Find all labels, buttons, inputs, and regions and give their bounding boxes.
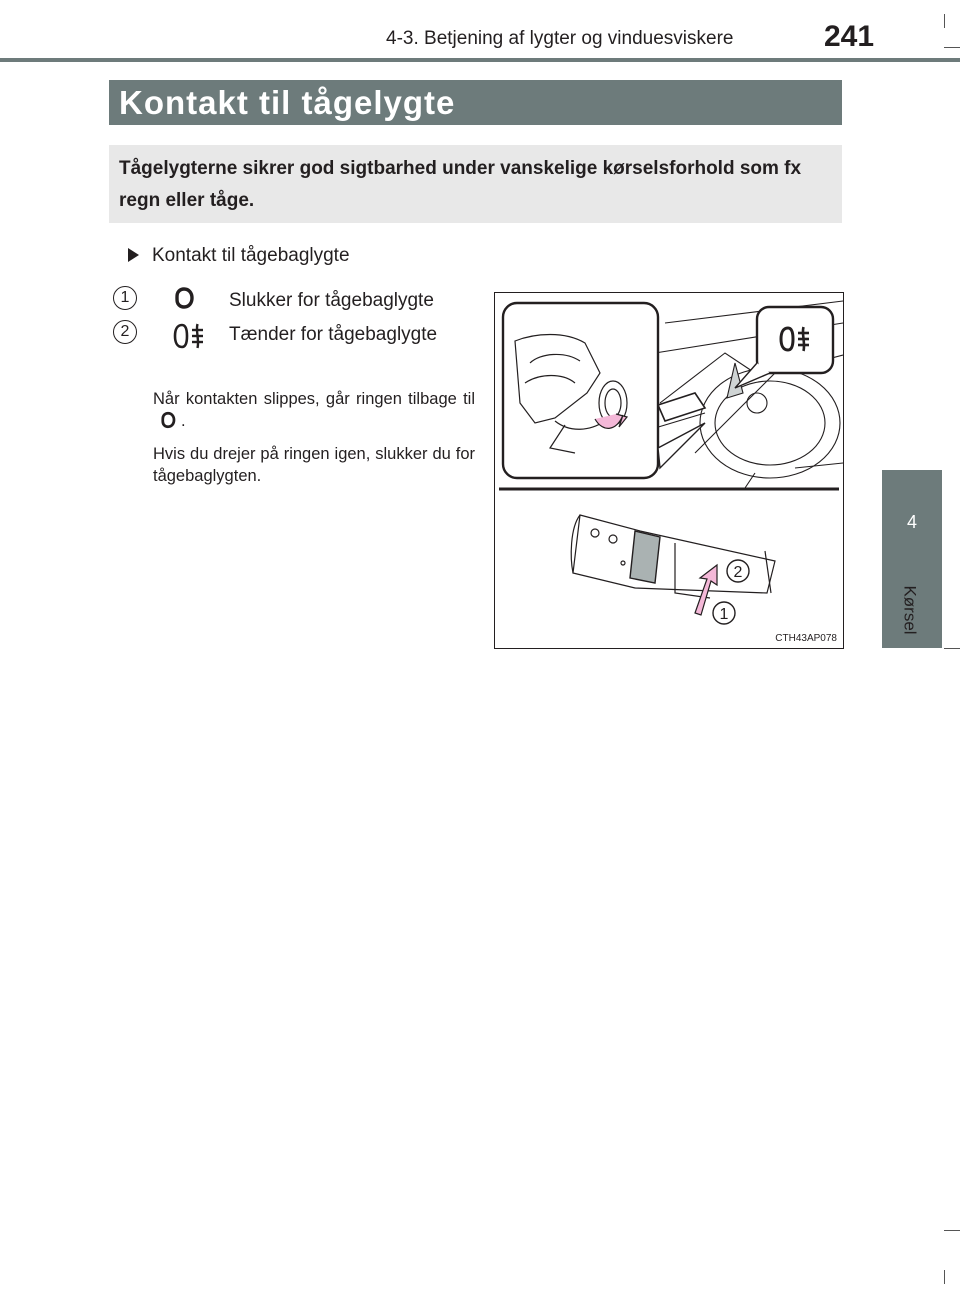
chapter-label	[880, 580, 940, 640]
note-release-end: .	[181, 412, 186, 430]
intro-text: Tågelygterne sikrer god sigtbarhed under vanskelige kørselsforhold som fx regn eller tåge.	[119, 158, 802, 211]
note-turn-again: Hvis du drejer på ringen igen, slukker du for tågebaglygten.	[153, 445, 475, 485]
intro-box	[109, 145, 842, 223]
item-number-1: 1	[113, 286, 137, 310]
fog-light-off-icon	[173, 286, 195, 316]
header-divider	[0, 58, 960, 62]
crop-mark	[944, 648, 960, 649]
bullet-heading	[128, 245, 350, 267]
item-text-2: Tænder for tågebaglygte	[229, 324, 438, 345]
crop-mark	[944, 1270, 945, 1284]
rear-fog-light-icon	[173, 322, 209, 356]
chapter-label-text: Kørsel	[901, 585, 920, 635]
header-section-title: 4-3. Betjening af lygter og vinduesviskere	[386, 28, 734, 49]
figure-code: CTH43AP078	[775, 633, 837, 644]
item-text-1: Slukker for tågebaglygte	[229, 290, 434, 311]
chapter-number: 4	[906, 512, 917, 532]
section-title-bar	[109, 80, 842, 125]
callout-1: 1	[719, 606, 729, 623]
crop-mark	[944, 1230, 960, 1231]
note-release	[153, 388, 475, 435]
item-number-2: 2	[113, 320, 137, 344]
crop-mark	[944, 47, 960, 48]
section-title: Kontakt til tågelygte	[119, 84, 456, 121]
bullet-text: Kontakt til tågebaglygte	[152, 245, 350, 266]
switch-illustration-drawing	[495, 293, 843, 648]
bullet-triangle-icon	[128, 248, 139, 262]
page-number: 241	[824, 20, 875, 53]
callout-2: 2	[733, 564, 743, 581]
fog-light-off-icon	[159, 411, 177, 435]
note-release-text: Når kontakten slippes, går ringen tilbage til	[153, 390, 475, 408]
fog-switch-illustration	[494, 292, 844, 649]
crop-mark	[944, 14, 945, 28]
